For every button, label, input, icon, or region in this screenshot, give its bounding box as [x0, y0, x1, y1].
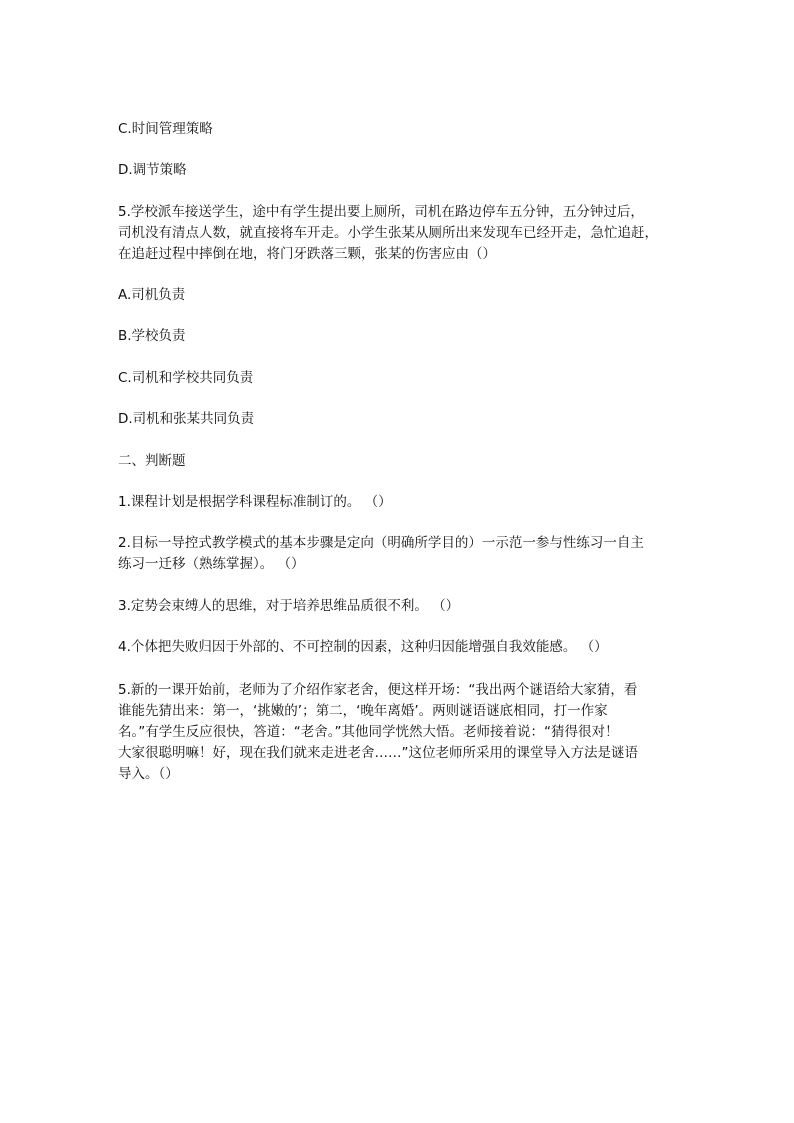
true-false-question-4: 4.个体把失败归因于外部的、不可控制的因素，这种归因能增强自我效能感。 （） — [118, 639, 608, 655]
true-false-question-2 — [118, 533, 690, 575]
question-5-option-b: B.学校负责 — [118, 328, 186, 344]
true-false-question-5-line: 导入。（） — [118, 766, 179, 782]
question-5-line: 在追赶过程中摔倒在地，将门牙跌落三颗，张某的伤害应由（） — [118, 246, 496, 262]
question-5-line: 司机没有清点人数，就直接将车开走。小学生张某从厕所出来发现车已经开走，急忙追赶， — [118, 225, 658, 241]
question-5-stem — [118, 202, 690, 265]
true-false-question-5-line: 名。”有学生反应很快，答道：“老舍。”其他同学恍然大悟。老师接着说：“猜得很对！ — [118, 724, 619, 740]
question-5-option-d: D.司机和张某共同负责 — [118, 411, 255, 427]
option-d-regulation: D.调节策略 — [118, 162, 187, 178]
true-false-question-5 — [118, 680, 690, 785]
true-false-question-2-line: 练习一迁移（熟练掌握）。 （） — [118, 556, 305, 572]
true-false-question-5-line: 大家很聪明嘛！好，现在我们就来走进老舍……”这位老师所采用的课堂导入方法是谜语 — [118, 745, 638, 761]
true-false-question-1: 1.课程计划是根据学科课程标准制订的。 （） — [118, 494, 392, 510]
question-5-line: 5.学校派车接送学生，途中有学生提出要上厕所，司机在路边停车五分钟，五分钟过后， — [118, 204, 644, 220]
question-5-option-c: C.司机和学校共同负责 — [118, 370, 254, 386]
question-5-option-a: A.司机负责 — [118, 287, 186, 303]
true-false-question-3: 3.定势会束缚人的思维，对于培养思维品质很不利。 （） — [118, 598, 460, 614]
true-false-question-5-line: 5.新的一课开始前，老师为了介绍作家老舍，便这样开场：“我出两个谜语给大家猜，看 — [118, 682, 638, 698]
section-title-true-false: 二、判断题 — [118, 453, 186, 469]
true-false-question-2-line: 2.目标一导控式教学模式的基本步骤是定向（明确所学目的）一示范一参与性练习一自主 — [118, 535, 644, 551]
true-false-question-5-line: 谁能先猜出来：第一，‘挑嫩的’；第二，‘晚年离婚’。两则谜语谜底相同，打一作家 — [118, 703, 608, 719]
option-c-time-management: C.时间管理策略 — [118, 121, 213, 137]
